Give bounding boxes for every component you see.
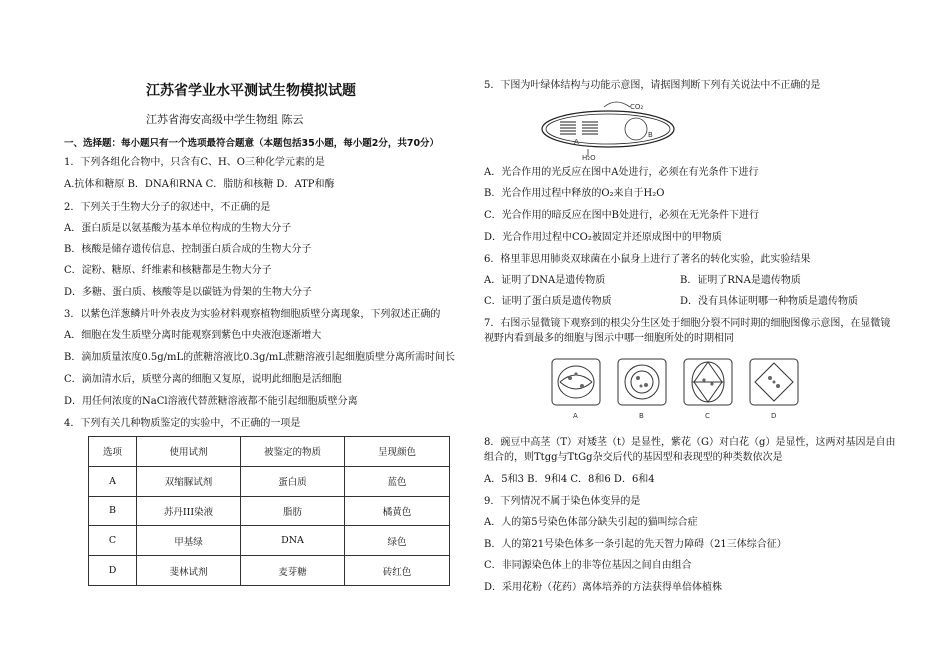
fig-label-a: A: [574, 138, 579, 146]
q1-options: A.抗体和糖原 B．DNA和RNA C．脂肪和核糖 D．ATP和酶: [64, 179, 335, 190]
q3-option-b: B．滴加质量浓度0.5g/mL的蔗糖溶液比0.3g/mL蔗糖溶液引起细胞质壁分离所需时间长: [64, 352, 455, 363]
table-cell: 麦芽糖: [241, 556, 345, 586]
q5-option-c: C．光合作用的暗反应在图中B处进行，必须在无光条件下进行: [484, 210, 759, 221]
q2-option-c: C．淀粉、糖原、纤维素和核糖都是生物大分子: [64, 265, 272, 276]
co2-label: CO₂: [630, 103, 644, 111]
q6-option-d: D．没有具体证明哪一种物质是遗传物质: [680, 296, 859, 307]
table-cell: 砖红色: [345, 556, 450, 586]
q8-stem-line2: 组合的，则Ttgg与TtGg杂交后代的基因型和表现型的种类数依次是: [484, 452, 783, 463]
cell-label-c: C: [705, 412, 710, 420]
q4-stem: 4．下列有关几种物质鉴定的实验中，不正确的一项是: [64, 418, 301, 429]
fig-label-b: B: [648, 131, 653, 139]
table-header-row: [89, 437, 450, 467]
q2-option-d: D．多糖、蛋白质、核酸等是以碳链为骨架的生物大分子: [64, 287, 313, 298]
q9-option-b: B．人的第21号染色体多一条引起的先天智力障碍（21三体综合征）: [484, 539, 787, 550]
q8-stem-line1: 8．豌豆中高茎（T）对矮茎（t）是显性，紫花（G）对白花（g）是显性，这两对基因是自由: [484, 437, 896, 448]
q6-stem: 6．格里菲思用肺炎双球菌在小鼠身上进行了著名的转化实验，此实验结果: [484, 254, 811, 265]
table-cell: 蛋白质: [241, 466, 345, 496]
cell-label-a: A: [573, 412, 578, 420]
table-cell: 蓝色: [345, 466, 450, 496]
q1-stem: 1．下列各组化合物中，只含有C、H、O三种化学元素的是: [64, 157, 325, 168]
table-cell: D: [89, 556, 137, 586]
q6-option-c: C．证明了蛋白质是遗传物质: [484, 296, 612, 307]
q5-option-b: B．光合作用过程中释放的O₂来自于H₂O: [484, 188, 665, 199]
table-header-cell: 使用试剂: [137, 437, 241, 467]
table-cell: 脂肪: [241, 496, 345, 526]
page-title: 江苏省学业水平测试生物模拟试题: [146, 83, 356, 99]
q3-option-d: D．用任何浓度的NaCl溶液代替蔗糖溶液都不能引起细胞质壁分离: [64, 396, 358, 407]
q2-stem: 2．下列关于生物大分子的叙述中，不正确的是: [64, 202, 271, 213]
table-header-cell: 呈现颜色: [345, 437, 450, 467]
table-row: [89, 556, 450, 586]
q2-option-b: B．核酸是储存遗传信息、控制蛋白质合成的生物大分子: [64, 244, 312, 255]
q9-option-d: D．采用花粉（花药）离体培养的方法获得单倍体植株: [484, 582, 723, 593]
cell-label-d: D: [771, 412, 777, 420]
q6-option-b: B．证明了RNA是遗传物质: [680, 275, 801, 286]
table-row: [89, 466, 450, 496]
author-line: 江苏省海安高级中学生物组 陈云: [146, 113, 304, 126]
chloroplast-diagram: [538, 99, 683, 161]
table-header-cell: 被鉴定的物质: [241, 437, 345, 467]
q7-stem-line1: 7．右图示显微镜下观察到的根尖分生区处于细胞分裂不同时期的细胞图像示意图，在显微镜: [484, 318, 891, 329]
q3-option-c: C．滴加清水后，质壁分离的细胞又复原，说明此细胞是活细胞: [64, 374, 342, 385]
h2o-label: H₂O: [582, 154, 596, 161]
table-cell: A: [89, 466, 137, 496]
q9-option-a: A．人的第5号染色体部分缺失引起的猫叫综合症: [484, 517, 698, 528]
section-heading: 一、选择题：每小题只有一个选项最符合题意（本题包括35小题，每小题2分，共70分）: [64, 138, 440, 149]
table-cell: 绿色: [345, 526, 450, 556]
table-row: [89, 496, 450, 526]
cell-division-figure: [548, 356, 800, 424]
q4-table: [88, 436, 450, 586]
table-cell: C: [89, 526, 137, 556]
q3-stem: 3．以紫色洋葱鳞片叶外表皮为实验材料观察植物细胞质壁分离现象，下列叙述正确的: [64, 309, 441, 320]
q9-option-c: C．非同源染色体上的非等位基因之间自由组合: [484, 560, 692, 571]
q2-option-a: A．蛋白质是以氨基酸为基本单位构成的生物大分子: [64, 223, 292, 234]
q9-stem: 9．下列情况不属于染色体变异的是: [484, 496, 641, 507]
table-cell: 双缩脲试剂: [137, 466, 241, 496]
table-cell: 甲基绿: [137, 526, 241, 556]
q5-stem: 5．下图为叶绿体结构与功能示意图，请据图判断下列有关说法中不正确的是: [484, 80, 821, 91]
table-cell: 苏丹III染液: [137, 496, 241, 526]
cell-label-b: B: [639, 412, 644, 420]
q5-option-d: D．光合作用过程中CO₂被固定并还原成图中的甲物质: [484, 232, 722, 243]
table-cell: 斐林试剂: [137, 556, 241, 586]
q6-option-a: A．证明了DNA是遗传物质: [484, 275, 606, 286]
table-cell: 橘黄色: [345, 496, 450, 526]
q8-options: A．5和3 B．9和4 C．8和6 D．6和4: [484, 474, 655, 485]
q7-stem-line2: 视野内看到最多的细胞与图示中哪一细胞所处的时期相同: [484, 333, 734, 344]
q5-option-a: A．光合作用的光反应在图中A处进行，必须在有光条件下进行: [484, 167, 759, 178]
q3-option-a: A．细胞在发生质壁分离时能观察到紫色中央液泡逐渐增大: [64, 330, 322, 341]
table-cell: DNA: [241, 526, 345, 556]
table-cell: B: [89, 496, 137, 526]
table-row: [89, 526, 450, 556]
table-header-cell: 选项: [89, 437, 137, 467]
